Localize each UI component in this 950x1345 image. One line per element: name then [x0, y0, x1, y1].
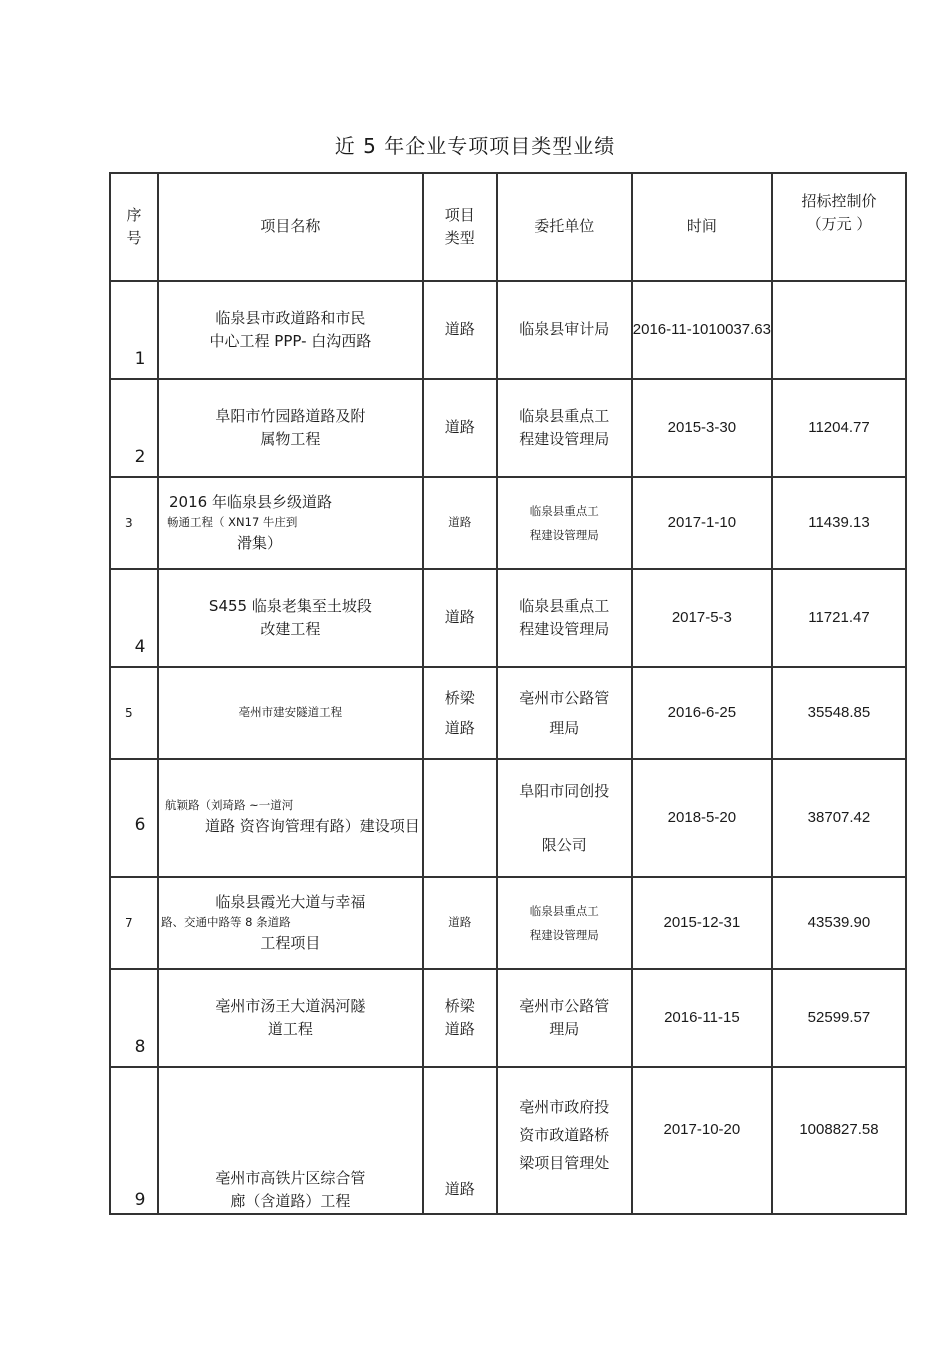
project-type: 道路 — [423, 1067, 497, 1214]
project-type: 道路 — [423, 569, 497, 667]
project-name: 临泉县市政道路和市民 中心工程 PPP- 白沟西路 — [158, 281, 423, 379]
project-name: 阜阳市竹园路道路及附 属物工程 — [158, 379, 423, 477]
project-name: 亳州市建安隧道工程 — [158, 667, 423, 759]
client: 临泉县重点工 程建设管理局 — [497, 569, 632, 667]
client: 亳州市公路管 理局 — [497, 969, 632, 1067]
price: 52599.57 — [772, 969, 906, 1067]
project-name: S455 临泉老集至土坡段 改建工程 — [158, 569, 423, 667]
price: 38707.42 — [772, 759, 906, 877]
date: 2017-1-10 — [632, 477, 772, 569]
price: 11439.13 — [772, 477, 906, 569]
project-name: 航颖路（刘琦路 ~一道河 道路 资咨询管理有路）建设项目 — [158, 759, 423, 877]
client: 临泉县审计局 — [497, 281, 632, 379]
row-index: 1 — [110, 281, 158, 379]
date: 2017-10-20 — [632, 1067, 772, 1214]
row-index: 9 — [110, 1067, 158, 1214]
row-index: 3 — [110, 477, 158, 569]
row-index: 5 — [110, 667, 158, 759]
client: 临泉县重点工 程建设管理局 — [497, 477, 632, 569]
date: 2016-6-25 — [632, 667, 772, 759]
project-type — [423, 759, 497, 877]
date: 2018-5-20 — [632, 759, 772, 877]
price: 11721.47 — [772, 569, 906, 667]
table-row — [110, 667, 906, 759]
row-index: 4 — [110, 569, 158, 667]
header-index: 序 号 — [110, 173, 158, 281]
price: 11204.77 — [772, 379, 906, 477]
row-index: 2 — [110, 379, 158, 477]
project-name: 临泉县霞光大道与幸福 路、交通中路等 8 条道路 工程项目 — [158, 877, 423, 969]
performance-table — [109, 172, 907, 1215]
client: 临泉县重点工 程建设管理局 — [497, 379, 632, 477]
client: 亳州市公路管 理局 — [497, 667, 632, 759]
date: 2016-11-15 — [632, 969, 772, 1067]
header-project-name: 项目名称 — [158, 173, 423, 281]
price — [772, 281, 906, 379]
row-index: 7 — [110, 877, 158, 969]
price: 1008827.58 — [772, 1067, 906, 1214]
row-index: 6 — [110, 759, 158, 877]
project-name: 2016 年临泉县乡级道路 畅通工程（ XN17 牛庄到 滑集） — [158, 477, 423, 569]
table-row — [110, 877, 906, 969]
project-type: 道路 — [423, 477, 497, 569]
date: 2015-12-31 — [632, 877, 772, 969]
header-date: 时间 — [632, 173, 772, 281]
client: 阜阳市同创投 限公司 — [497, 759, 632, 877]
date-price-merged: 2016-11-1010037.63 — [632, 281, 772, 379]
project-type: 道路 — [423, 877, 497, 969]
project-name: 亳州市汤王大道涡河隧 道工程 — [158, 969, 423, 1067]
table-row — [110, 379, 906, 477]
project-type: 桥梁 道路 — [423, 969, 497, 1067]
date: 2017-5-3 — [632, 569, 772, 667]
table-row — [110, 477, 906, 569]
table-row — [110, 1067, 906, 1214]
price: 35548.85 — [772, 667, 906, 759]
price: 43539.90 — [772, 877, 906, 969]
table-header-row — [110, 173, 906, 281]
project-type: 道路 — [423, 281, 497, 379]
table-row — [110, 969, 906, 1067]
project-type: 道路 — [423, 379, 497, 477]
header-client: 委托单位 — [497, 173, 632, 281]
date: 2015-3-30 — [632, 379, 772, 477]
table-row — [110, 569, 906, 667]
table-row — [110, 759, 906, 877]
project-name: 亳州市高铁片区综合管 廊（含道路）工程 — [158, 1067, 423, 1214]
table-row — [110, 281, 906, 379]
project-type: 桥梁 道路 — [423, 667, 497, 759]
client: 亳州市政府投 资市政道路桥 梁项目管理处 — [497, 1067, 632, 1214]
client: 临泉县重点工 程建设管理局 — [497, 877, 632, 969]
header-project-type: 项目 类型 — [423, 173, 497, 281]
page-title: 近 5 年企业专项项目类型业绩 — [334, 134, 616, 158]
row-index: 8 — [110, 969, 158, 1067]
header-price: 招标控制价 （万元 ） — [772, 173, 906, 281]
